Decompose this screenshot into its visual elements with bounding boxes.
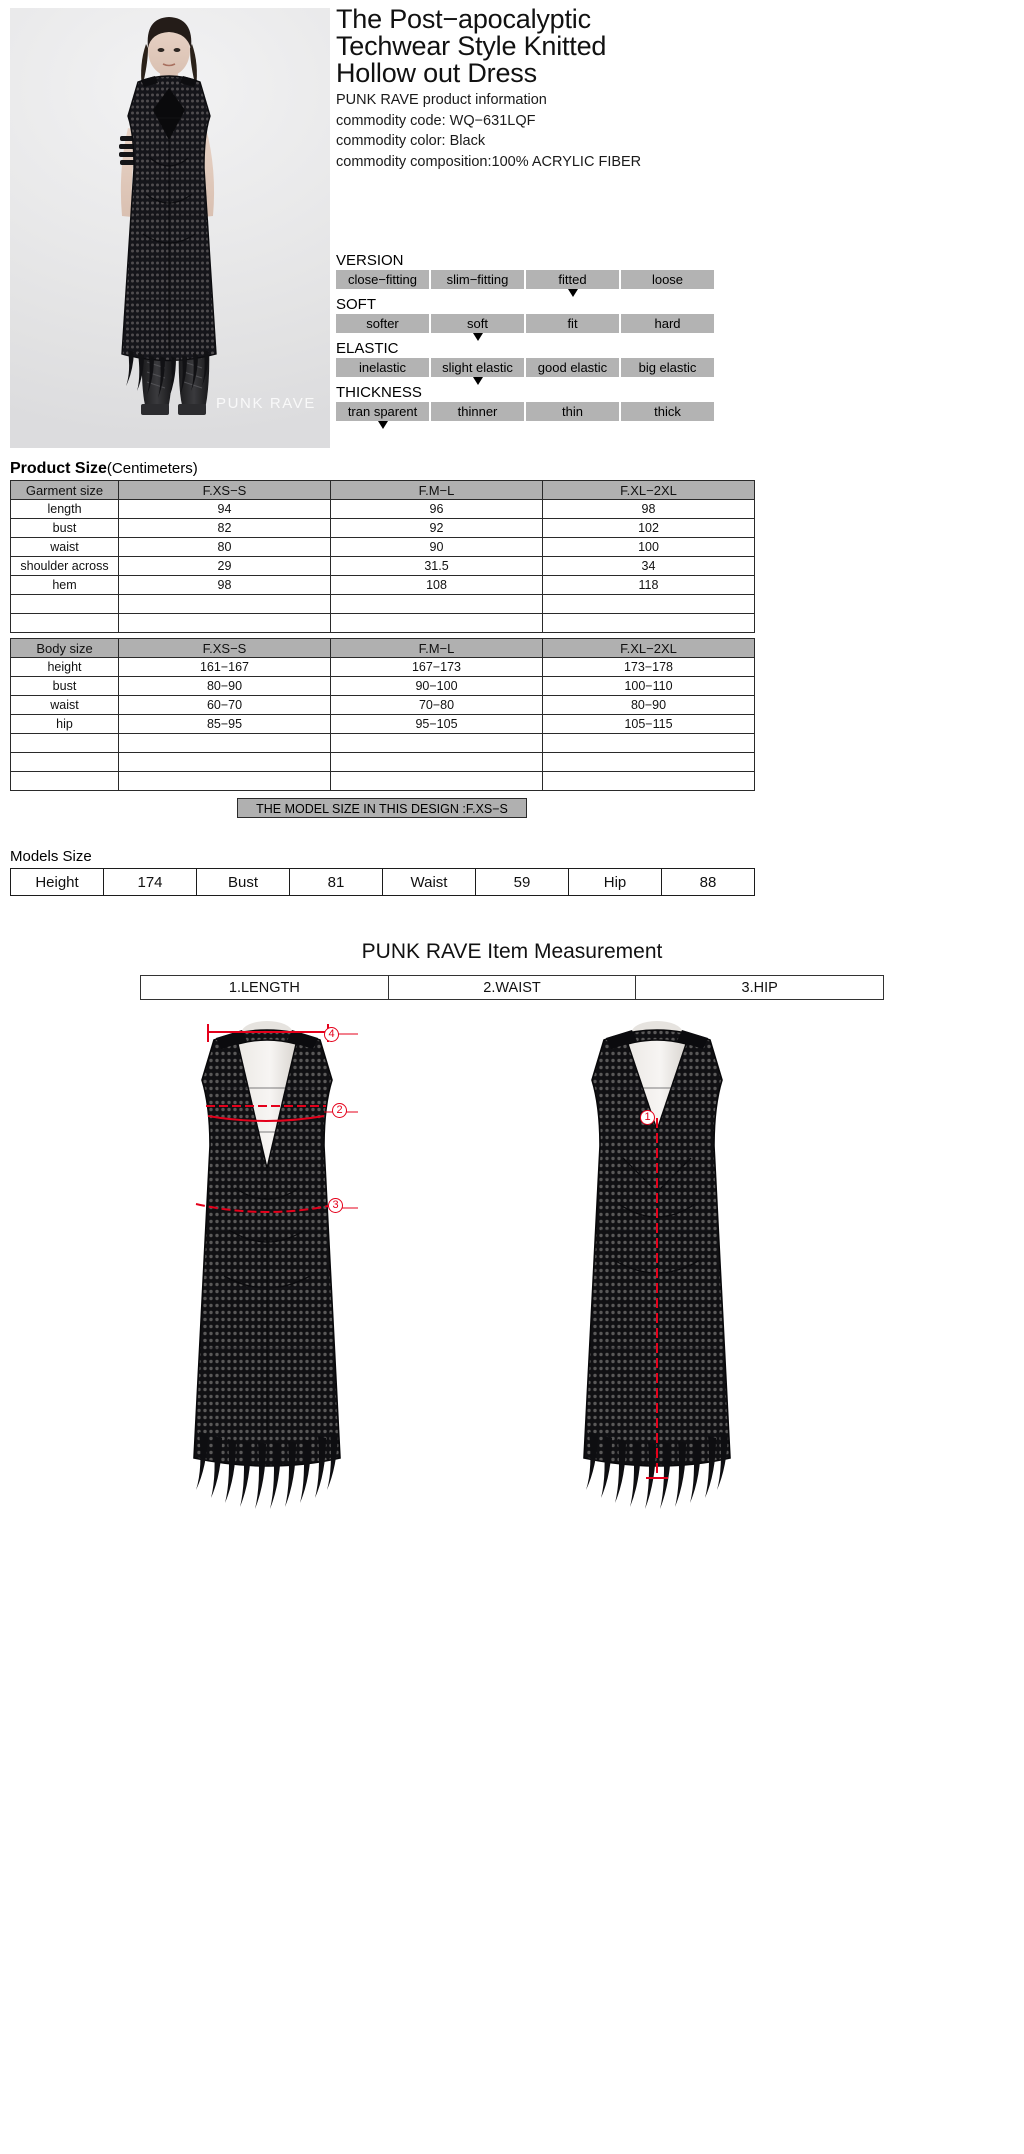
rating-option-elastic-2[interactable]: good elastic [526,358,619,377]
commodity-color: commodity color: Black [336,133,486,149]
measurement-title: PUNK RAVE Item Measurement [361,940,663,963]
row-label [11,753,119,772]
cell: 90−100 [331,677,543,696]
body-size-table [10,638,755,791]
product-size-heading-text: Product Size [10,460,107,477]
row-label [11,595,119,614]
table-row [11,696,755,715]
cell: 80 [119,538,331,557]
rating-option-elastic-3[interactable]: big elastic [621,358,714,377]
rating-option-soft-1[interactable]: soft [431,314,524,333]
cell [543,595,755,614]
body-size-header-3: F.XL−2XL [543,639,755,658]
cell: 29 [119,557,331,576]
table-row [11,677,755,696]
row-label: bust [11,677,119,696]
product-size-unit: (Centimeters) [106,460,198,477]
models-size-field-height-name: Height [11,869,104,896]
rating-scale-version [336,270,714,289]
cell: 95−105 [331,715,543,734]
cell: 161−167 [119,658,331,677]
table-row [11,576,755,595]
front-view [194,1021,358,1509]
rating-scale-soft [336,314,714,333]
rating-option-soft-2[interactable]: fit [526,314,619,333]
measurement-legend-length: 1.LENGTH [141,976,389,1000]
cell: 80−90 [543,696,755,715]
cell [331,772,543,791]
rating-option-elastic-0[interactable]: inelastic [336,358,429,377]
cell: 94 [119,500,331,519]
rating-option-thickness-0[interactable]: tran sparent [336,402,429,421]
cell: 92 [331,519,543,538]
measurement-legend-hip: 3.HIP [636,976,884,1000]
garment-size-table [10,480,755,633]
table-row [11,753,755,772]
cell: 34 [543,557,755,576]
table-row [11,715,755,734]
cell [543,734,755,753]
rating-scale-thickness [336,402,714,421]
table-row [11,519,755,538]
table-row [11,658,755,677]
models-size-field-hip-value: 88 [662,869,755,896]
body-size-table-wrap [10,638,1014,791]
row-label: waist [11,538,119,557]
cell [543,772,755,791]
cell: 60−70 [119,696,331,715]
rating-group-version [336,252,1016,289]
cell: 105−115 [543,715,755,734]
body-size-header-2: F.M−L [331,639,543,658]
model-size-note: THE MODEL SIZE IN THIS DESIGN :F.XS−S [237,798,527,818]
models-size-field-waist-name: Waist [383,869,476,896]
garment-size-header-3: F.XL−2XL [543,481,755,500]
table-row [11,538,755,557]
cell [331,614,543,633]
rating-option-version-0[interactable]: close−fitting [336,270,429,289]
cell: 108 [331,576,543,595]
garment-size-header-0: Garment size [11,481,119,500]
models-size-field-hip-name: Hip [569,869,662,896]
measurement-section [10,940,1014,964]
row-label [11,734,119,753]
models-size-field-bust-name: Bust [197,869,290,896]
table-row [11,595,755,614]
garment-size-header-2: F.M−L [331,481,543,500]
body-size-header-1: F.XS−S [119,639,331,658]
measurement-figures [10,1008,1014,1538]
product-size-heading [10,460,1014,478]
cell: 98 [119,576,331,595]
cell [543,614,755,633]
photo-watermark: PUNK RAVE [216,395,316,412]
body-size-header-row [11,639,755,658]
measurement-legend-wrap [10,975,1014,1000]
rating-option-elastic-1[interactable]: slight elastic [431,358,524,377]
cell [119,734,331,753]
cell: 96 [331,500,543,519]
cell: 90 [331,538,543,557]
commodity-code: commodity code: WQ−631LQF [336,112,536,129]
cell: 118 [543,576,755,595]
cell: 100 [543,538,755,557]
callout-1: 1 [640,1110,655,1125]
table-row [11,557,755,576]
rating-option-thickness-3[interactable]: thick [621,402,714,421]
table-row [11,772,755,791]
row-label: hip [11,715,119,734]
rating-option-thickness-1[interactable]: thinner [431,402,524,421]
technical-drawings [10,1008,1014,1538]
models-size-field-bust-value: 81 [290,869,383,896]
cell [543,753,755,772]
cell [331,734,543,753]
product-title-line-3: Hollow out Dress [336,58,537,88]
cell: 31.5 [331,557,543,576]
measurement-legend-table [140,975,884,1000]
product-info [336,6,1016,172]
rating-scale-elastic [336,358,714,377]
models-size-label: Models Size [10,848,92,865]
rating-group-elastic [336,340,1016,377]
cell: 98 [543,500,755,519]
rating-label-elastic: ELASTIC [336,340,399,357]
back-view [584,1021,730,1509]
row-label: waist [11,696,119,715]
measurement-legend-waist: 2.WAIST [388,976,636,1000]
rating-group-soft [336,296,1016,333]
table-row [11,734,755,753]
cell [119,595,331,614]
cell: 167−173 [331,658,543,677]
rating-option-version-1[interactable]: slim−fitting [431,270,524,289]
garment-size-table-wrap [10,480,1014,633]
model-illustration [10,8,330,448]
row-label [11,772,119,791]
row-label: shoulder across [11,557,119,576]
row-label: hem [11,576,119,595]
models-size-row [11,869,755,896]
table-row [11,614,755,633]
rating-option-version-3[interactable]: loose [621,270,714,289]
garment-size-header-row [11,481,755,500]
row-label [11,614,119,633]
attribute-ratings [336,252,1016,422]
product-title-line-2: Techwear Style Knitted [336,31,607,61]
cell [119,614,331,633]
product-title [336,6,1016,87]
cell: 70−80 [331,696,543,715]
commodity-composition: commodity composition:100% ACRYLIC FIBER [336,153,642,170]
models-size-field-height-value: 174 [104,869,197,896]
cell [119,753,331,772]
models-size-table [10,868,755,896]
rating-option-soft-3[interactable]: hard [621,314,714,333]
cell [119,772,331,791]
models-size-field-waist-value: 59 [476,869,569,896]
measurement-legend-row [141,976,884,1000]
callout-3: 3 [328,1198,343,1213]
garment-size-header-1: F.XS−S [119,481,331,500]
table-row [11,500,755,519]
models-size-section [10,848,1014,896]
row-label: length [11,500,119,519]
brand-line: PUNK RAVE product information [336,92,547,108]
rating-option-soft-0[interactable]: softer [336,314,429,333]
rating-option-thickness-2[interactable]: thin [526,402,619,421]
cell: 100−110 [543,677,755,696]
callout-2: 2 [332,1103,347,1118]
cell: 82 [119,519,331,538]
product-size-section [10,460,1014,478]
cell [331,753,543,772]
callout-4: 4 [324,1027,339,1042]
cell: 80−90 [119,677,331,696]
row-label: height [11,658,119,677]
product-hero [0,0,1024,448]
rating-label-thickness: THICKNESS [336,384,422,401]
cell: 85−95 [119,715,331,734]
body-size-header-0: Body size [11,639,119,658]
row-label: bust [11,519,119,538]
rating-option-version-2[interactable]: fitted [526,270,619,289]
cell: 173−178 [543,658,755,677]
cell [331,595,543,614]
model-note-wrap [10,798,754,818]
cell: 102 [543,519,755,538]
rating-group-thickness [336,384,1016,421]
rating-label-version: VERSION [336,252,404,269]
rating-label-soft: SOFT [336,296,376,313]
product-photo [10,8,330,448]
product-title-line-1: The Post−apocalyptic [336,4,591,34]
